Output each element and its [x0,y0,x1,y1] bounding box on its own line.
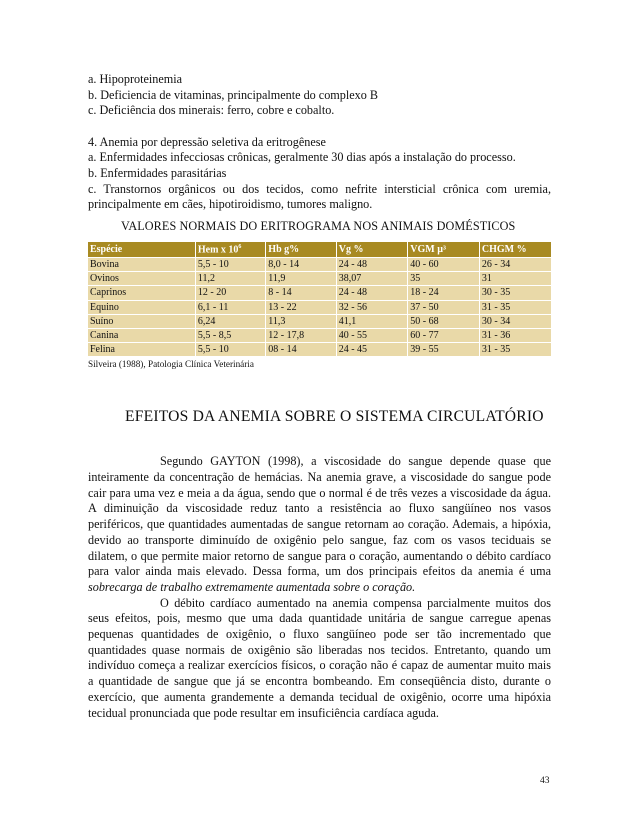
table-cell: 08 - 14 [266,343,336,357]
paragraph: Segundo GAYTON (1998), a viscosidade do sangue depende quase que inteiramente da concentração de hemácias. Na anemia grave, a viscosidade do sangue pode cair para uma vez e meia a da água, sendo que o normal é de três vezes a viscosidade da água. A diminuição da viscosidade reduz tanto a resistência ao fluxo sangüíneo nos vasos periféricos, que quantidades aumentadas de sangue retornam ao coração. Ademais, a hipóxia, devido ao transporte diminuído de oxigênio pelo sangue, faz com os vasos teciduais se dilatem, o que permite maior retorno de sangue para o coração, aumentando o débito cardíaco para valor ainda mais elevado. Dessa forma, um dos principais efeitos da anemia é uma sobrecarga de trabalho extremamente aumentada sobre o coração. [88,454,551,594]
section-body [88,454,551,721]
column-header: VGM µ³ [408,242,480,258]
table-cell: 11,2 [195,272,265,286]
table-cell: Caprinos [88,286,195,300]
column-header: CHGM % [479,242,551,258]
list-item: a. Enfermidades infecciosas crônicas, geralmente 30 dias após a instalação do processo. [88,150,516,165]
section-heading: EFEITOS DA ANEMIA SOBRE O SISTEMA CIRCULATÓRIO [125,408,544,426]
table-cell: 40 - 60 [408,257,480,271]
table-row [88,328,551,342]
table-cell: Suíno [88,314,195,328]
table-cell: 8,0 - 14 [266,257,336,271]
emphasis-text: sobrecarga de trabalho extremamente aumentada sobre o coração. [88,579,416,594]
list-heading: 4. Anemia por depressão seletiva da eritrogênese [88,134,326,149]
selective-depression-list [88,135,551,213]
table-row [88,286,551,300]
table-cell: 60 - 77 [408,328,480,342]
deficiency-list [88,72,551,119]
table-cell: 39 - 55 [408,343,480,357]
table-body [88,257,551,356]
list-item: c. Transtornos orgânicos ou dos tecidos, como nefrite intersticial crônica com uremia, principalmente em cães, hipotiroidismo, tumores maligno. [88,181,551,212]
table-cell: 8 - 14 [266,286,336,300]
column-header: Espécie [88,242,195,258]
column-header: Hb g% [266,242,336,258]
table-cell: 11,9 [266,272,336,286]
table-cell: 30 - 35 [479,286,551,300]
table-cell: 12 - 20 [195,286,265,300]
table-cell: Canina [88,328,195,342]
table-cell: 37 - 50 [408,300,480,314]
table-cell: 24 - 45 [336,343,408,357]
page-number: 43 [540,776,550,786]
table-cell: 6,24 [195,314,265,328]
table-row [88,314,551,328]
table-cell: Equino [88,300,195,314]
erythrogram-table [88,242,551,357]
table-cell: 11,3 [266,314,336,328]
table-cell: 32 - 56 [336,300,408,314]
table-row [88,257,551,271]
table-cell: Ovinos [88,272,195,286]
table-cell: 24 - 48 [336,257,408,271]
table-cell: 5,5 - 10 [195,257,265,271]
document-page [88,72,551,721]
column-header: Hem x $10^6$ [195,242,265,258]
table-cell: 26 - 34 [479,257,551,271]
table-source: Silveira (1988), Patologia Clínica Veterinária [88,359,254,370]
list-item: c. Deficiência dos minerais: ferro, cobre e cobalto. [88,103,335,118]
table-cell: 5,5 - 8,5 [195,328,265,342]
table-cell: 31 - 35 [479,343,551,357]
table-cell: 40 - 55 [336,328,408,342]
column-header: Vg % [336,242,408,258]
table-cell: 5,5 - 10 [195,343,265,357]
table-cell: 50 - 68 [408,314,480,328]
table-cell: 35 [408,272,480,286]
table-cell: 30 - 34 [479,314,551,328]
table-cell: Felina [88,343,195,357]
table-title: VALORES NORMAIS DO ERITROGRAMA NOS ANIMAIS DOMÉSTICOS [121,218,516,233]
table-cell: 31 - 36 [479,328,551,342]
table-cell: 31 [479,272,551,286]
table-header-row [88,242,551,258]
paragraph: O débito cardíaco aumentado na anemia compensa parcialmente muitos dos seus efeitos, pois, mesmo que uma dada quantidade unitária de sangue carregue apenas pequenas quantidades de oxigênio, o fluxo sangüíneo pode ser tão incrementado que quantidades quase normais de oxigênio são liberadas nos tecidos. Entretanto, quando um indivíduo começa a realizar exercícios físicos, o coração não é capaz de aumentar muito mais a quantidade de sangue que já se encontra bombeando. Em conseqüência disto, durante o exercício, que aumenta grandemente a demanda tecidual de oxigênio, ocorre uma hipóxia tecidual pronunciada que pode resultar em insuficiência cardíaca aguda. [88,595,551,720]
table-cell: 31 - 35 [479,300,551,314]
table-cell: 38,07 [336,272,408,286]
list-item: b. Deficiencia de vitaminas, principalmente do complexo B [88,87,379,102]
table-cell: 12 - 17,8 [266,328,336,342]
table-row [88,300,551,314]
table-row [88,343,551,357]
list-item: b. Enfermidades parasitárias [88,165,227,180]
table-row [88,272,551,286]
table-cell: 13 - 22 [266,300,336,314]
table-cell: 6,1 - 11 [195,300,265,314]
table-cell: 41,1 [336,314,408,328]
table-cell: Bovina [88,257,195,271]
table-cell: 18 - 24 [408,286,480,300]
list-item: a. Hipoproteinemia [88,72,183,86]
table-cell: 24 - 48 [336,286,408,300]
